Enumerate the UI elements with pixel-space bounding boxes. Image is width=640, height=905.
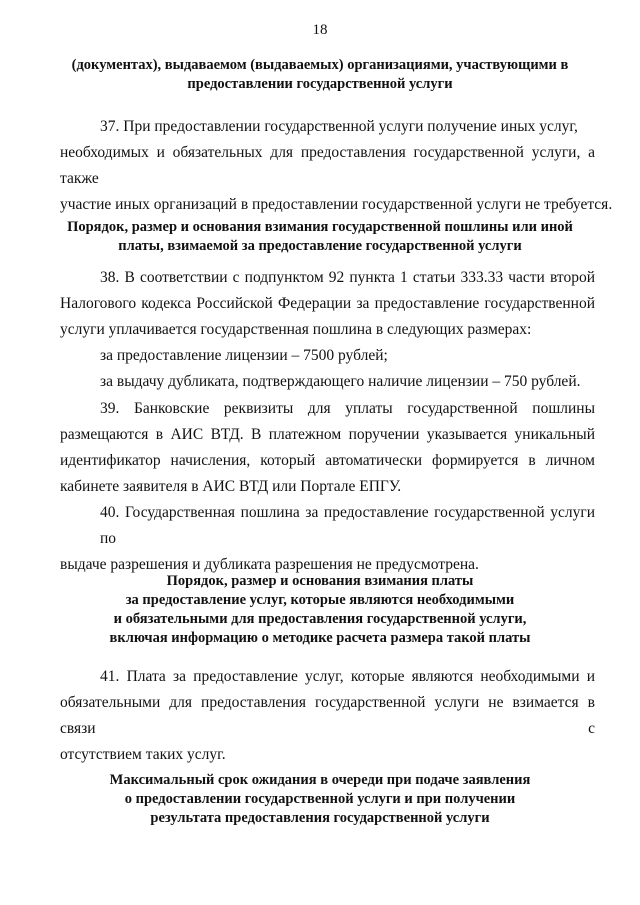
section-heading-documents xyxy=(40,56,600,94)
heading-line: за предоставление услуг, которые являются необходимыми xyxy=(125,592,515,608)
heading-line: результата предоставления государственной услуги xyxy=(150,810,490,826)
paragraph-line: участие иных организаций в предоставлении государственной услуги не требуется. xyxy=(60,196,613,213)
paragraph-line: отсутствием таких услуг. xyxy=(60,746,226,763)
heading-line: платы, взимаемой за предоставление государственной услуги xyxy=(118,238,522,254)
paragraph-line: услуги уплачивается государственная пошлина в следующих размерах: xyxy=(60,321,532,338)
paragraph-41 xyxy=(60,664,595,768)
paragraph-line: обязательными для предоставления государственной услуги не взимается в связи с xyxy=(60,694,595,737)
paragraph-line: выдаче разрешения и дубликата разрешения не предусмотрена. xyxy=(60,556,479,573)
heading-line: предоставлении государственной услуги xyxy=(187,76,453,92)
paragraph-line: 39. Банковские реквизиты для уплаты государственной пошлины xyxy=(100,400,595,417)
paragraph-line: 38. В соответствии с подпунктом 92 пункта 1 статьи 333.33 части второй xyxy=(100,269,595,286)
heading-line: (документах), выдаваемом (выдаваемых) организациями, участвующими в xyxy=(71,57,569,73)
heading-line: Порядок, размер и основания взимания государственной пошлины или иной xyxy=(67,219,573,235)
paragraph-line: Налогового кодекса Российской Федерации за предоставление государственной xyxy=(60,295,595,312)
paragraph-line: за предоставление лицензии – 7500 рублей; xyxy=(100,347,388,364)
paragraph-line: идентификатор начисления, который автоматически формируется в личном xyxy=(60,452,595,469)
paragraph-line: 41. Плата за предоставление услуг, которые являются необходимыми и xyxy=(100,668,595,685)
section-heading-queue xyxy=(40,771,600,828)
paragraph-line: кабинете заявителя в АИС ВТД или Портале ЕПГУ. xyxy=(60,478,402,495)
heading-line: о предоставлении государственной услуги и при получении xyxy=(124,791,516,807)
heading-line: включая информацию о методике расчета размера такой платы xyxy=(109,630,531,646)
paragraph-38 xyxy=(60,265,595,395)
paragraph-line: 40. Государственная пошлина за предоставление государственной услуги по xyxy=(100,504,595,547)
paragraph-40 xyxy=(60,500,595,578)
paragraph-line: размещаются в АИС ВТД. В платежном поручении указывается уникальный xyxy=(60,426,595,443)
heading-line: и обязательными для предоставления государственной услуги, xyxy=(113,611,527,627)
paragraph-line: за выдачу дубликата, подтверждающего наличие лицензии – 750 рублей. xyxy=(100,373,581,390)
paragraph-line: 37. При предоставлении государственной услуги получение иных услуг, xyxy=(100,118,578,135)
paragraph-39 xyxy=(60,396,595,500)
paragraph-37 xyxy=(60,114,613,218)
paragraph-line: необходимых и обязательных для предоставления государственной услуги, а также xyxy=(60,144,595,187)
section-heading-service-fee xyxy=(40,572,600,648)
heading-line: Максимальный срок ожидания в очереди при подаче заявления xyxy=(109,772,531,788)
section-heading-state-fee xyxy=(40,218,600,256)
page-number: 18 xyxy=(312,22,328,38)
heading-line: Порядок, размер и основания взимания платы xyxy=(166,573,474,589)
